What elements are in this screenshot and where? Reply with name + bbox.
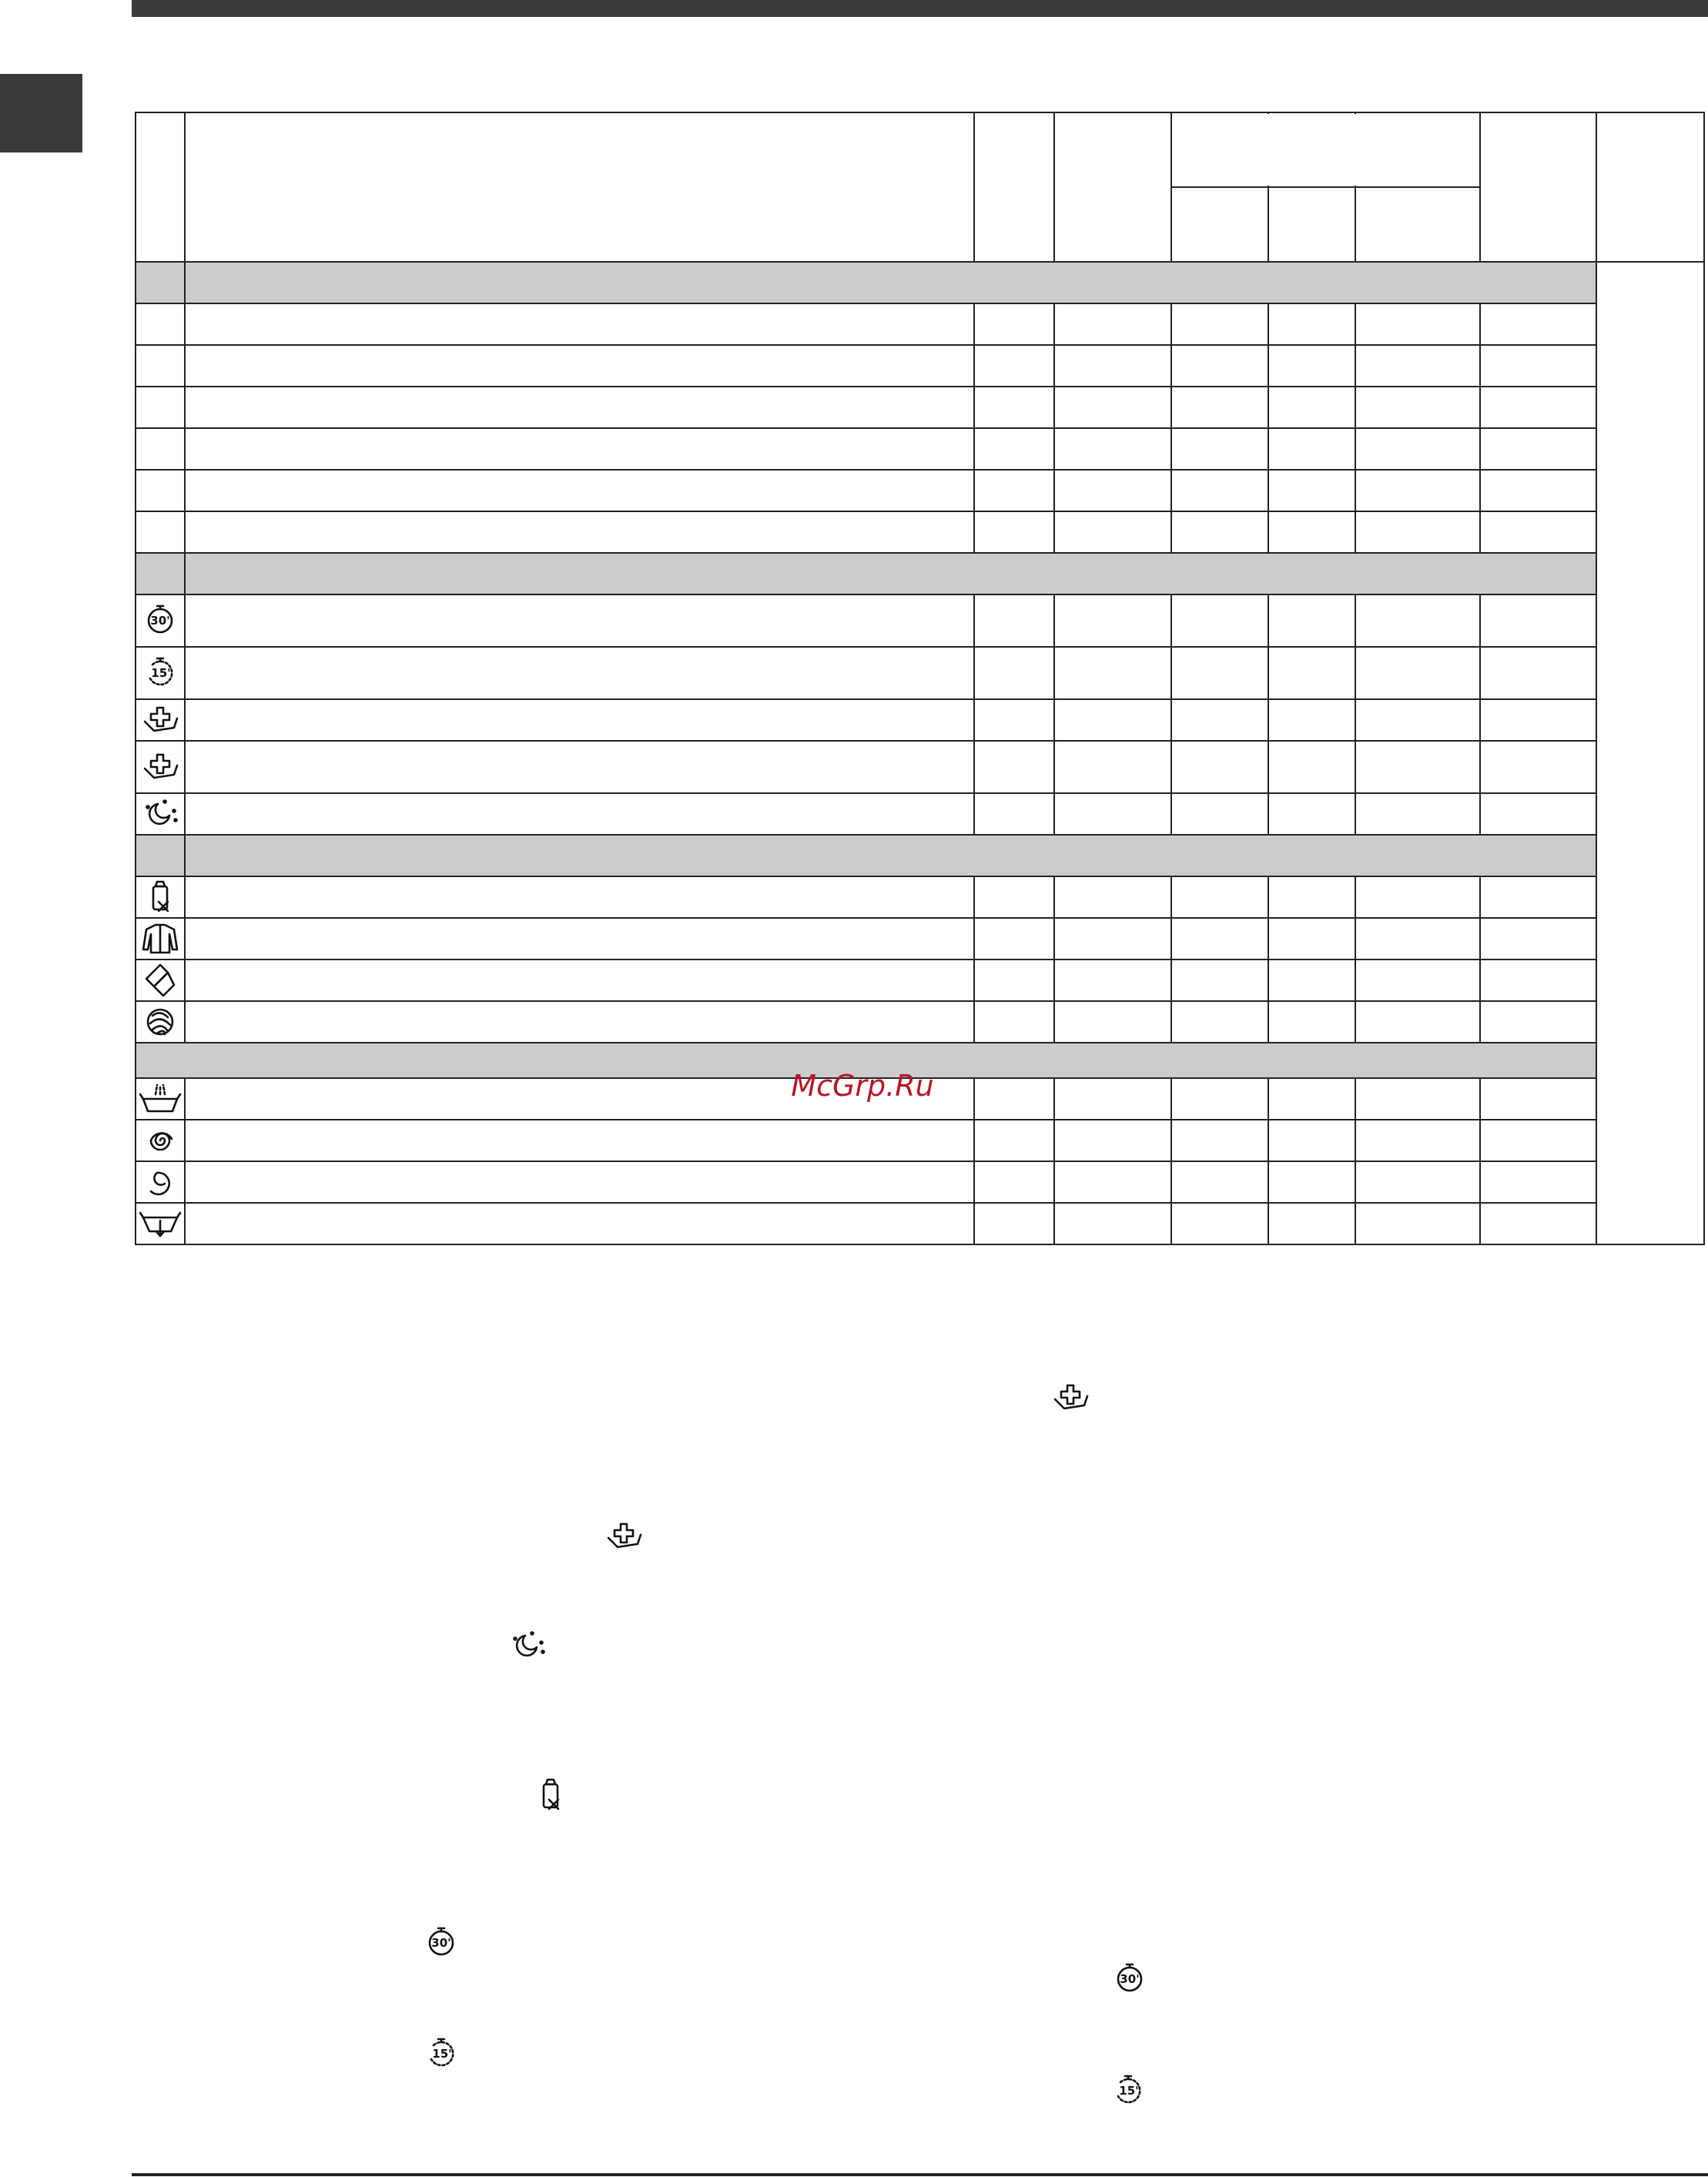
- hygiene-cross-icon: [145, 755, 177, 778]
- silk-icon: [146, 965, 174, 996]
- table-row: [136, 511, 1596, 553]
- night-moon-icon: [147, 801, 177, 824]
- table-row: [136, 918, 1596, 960]
- table-row: [136, 741, 1596, 793]
- table-row: [136, 793, 1596, 835]
- row-outline: [136, 918, 1596, 960]
- section-header-row: [136, 553, 1596, 594]
- table-row: [136, 876, 1596, 918]
- row-outline: [136, 594, 1596, 647]
- header-group-cell: [1173, 114, 1479, 186]
- section-header-row: [136, 835, 1596, 876]
- shirt-icon: [143, 925, 177, 953]
- row-outline: [136, 741, 1596, 793]
- table-row: [136, 594, 1596, 647]
- row-outline: [136, 428, 1596, 470]
- hygiene-cross-icon: [1051, 1378, 1090, 1417]
- timer-30-icon: [422, 1924, 460, 1962]
- table-row: [136, 1120, 1596, 1161]
- row-outline: [136, 303, 1596, 345]
- night-moon-icon: [508, 1626, 547, 1665]
- table-row: [136, 470, 1596, 511]
- row-outline: [136, 1120, 1596, 1161]
- timer-30-icon: [149, 606, 172, 632]
- timer-15-icon: [150, 658, 172, 685]
- row-outline: [136, 345, 1596, 387]
- timer-15-icon: [1109, 2071, 1147, 2110]
- row-outline: [136, 699, 1596, 741]
- rinse-basin-icon: [140, 1085, 180, 1111]
- row-outline: [136, 1001, 1596, 1043]
- row-outline: [136, 470, 1596, 511]
- table-row: [136, 647, 1596, 699]
- section-header-row: [136, 262, 1596, 303]
- svg-text:30': 30': [431, 1936, 451, 1950]
- table-row: [136, 1001, 1596, 1043]
- drain-icon: [140, 1213, 180, 1236]
- footer-rule: [132, 2173, 1708, 2176]
- merged-notes-column: [1596, 262, 1704, 1244]
- hygiene-cross-icon: [145, 708, 177, 731]
- table-row: [136, 960, 1596, 1001]
- svg-text:15': 15': [151, 666, 171, 680]
- timer-30-icon: [1110, 1960, 1149, 1998]
- row-outline: [136, 511, 1596, 553]
- row-outline: [136, 387, 1596, 428]
- timer-15-icon: [422, 2035, 460, 2073]
- table-row: [136, 699, 1596, 741]
- svg-text:30': 30': [150, 614, 170, 628]
- hygiene-cross-icon: [604, 1517, 643, 1556]
- table-row: [136, 387, 1596, 428]
- row-outline: [136, 960, 1596, 1001]
- svg-text:15': 15': [1119, 2084, 1139, 2098]
- table-row: [136, 1161, 1596, 1203]
- row-outline: [136, 1161, 1596, 1203]
- row-outline: [136, 1203, 1596, 1244]
- row-outline: [136, 876, 1596, 918]
- table-row: [136, 1203, 1596, 1244]
- watermark: McGrp.Ru: [791, 1069, 934, 1103]
- baby-bottle-icon: [153, 882, 168, 911]
- table-row: [136, 428, 1596, 470]
- table-row: [136, 303, 1596, 345]
- table-row: [136, 345, 1596, 387]
- gentle-spin-icon: [151, 1173, 169, 1194]
- svg-text:15': 15': [432, 2047, 452, 2061]
- baby-bottle-icon: [531, 1776, 570, 1814]
- wool-icon: [148, 1010, 172, 1034]
- row-outline: [136, 793, 1596, 835]
- row-outline: [136, 647, 1596, 699]
- svg-text:30': 30': [1120, 1972, 1140, 1986]
- spin-spiral-icon: [151, 1133, 172, 1150]
